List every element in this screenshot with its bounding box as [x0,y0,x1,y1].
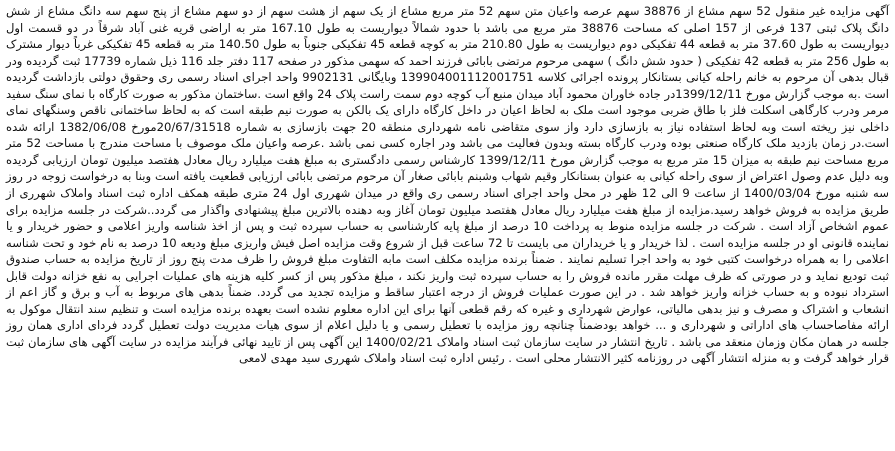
auction-notice-text: آگهی مزایده غیر منقول 52 سهم مشاع از 38876 سهم عرصه واعیان متن سهم 52 متر مربع مشاع از یک سهم از هشت سهم از دو سهم مشاع از پنج سهم سه دانگ مشاع از شش دانگ پلاک ثبتی 137 فرعی از 157 اصلی که مساحت 38876 متر مربع می باشد با حدود شمالاً دیواریست به طول 167.10 متر به اراضی قریه غنی آباد شرقاً در دو قسمت اول دیواریست به طول 37.60 متر به قطعه 44 تفکیکی دوم دیواریست به طول 210.80 متر به کوچه قطعه 45 تفکیکی جنوباً به طول 140.50 متر به قطعه 45 تفکیکی غرباً دیوار مشترک به طول 256 متر به قطعه 42 تفکیکی ( حدود شش دانگ ) سهمی مرحوم مرتضی بابائی فرزند احمد که سهمی مذکور در صفحه 117 دفتر جلد 116 ذیل شماره 17739 ثبت گردیده ودر قبال بدهی آن مرحوم به خانم راحله کیانی بستانکار پرونده اجرائی کلاسه 139904001112001751 وبایگانی 9902131 واحد اجرای اسناد رسمی ری وحقوق دولتی بازداشت گردیده است .به موجب گزارش مورخ 1399/12/11در جاده خاوران محمود آباد میدان منبع آب کوچه دوم سمت راست پلاک 24 واقع است .ساختمان مذکور به صورت کارگاه با نمای سنگ سفید مرمر ودرب کارگاهی اسکلت فلز با طاق ضربی موجود است ملک به لحاظ اعیان در داخل کارگاه دارای یک بالکن به صورت نیم طبقه است که به لحاظ ساختمانی ناقص وسنگهای نمای داخلی نیز ریخته است وبه لحاظ استفاده نیاز به بازسازی دارد واز سوی متقاضی نامه شهرداری منطقه 20 جهت بازسازی به شماره 20/67/31518مورخ 1382/06/08 ارائه شده است.در زمان بازدید ملک کارگاه صنعتی بوده ودرب کارگاه بسته وبدون فعالیت می باشد ودر اجاره کسی نمی باشد .عرصه واعیان ملک موصوف با مساحت مندرج با مساحت 52 متر مربع مساحت نیم طبقه به میزان 15 متر مربع به موجب گزارش مورخ 1399/12/11 کارشناس رسمی دادگستری به مبلغ هفت میلیارد ریال معادل هفتصد میلیون تومان ارزیابی گردیده وبه دلیل عدم وصول اعتراض از سوی راحله کیانی به عنوان بستانکار وقیم شهاب وشبنم بابائی صغار آن مرحوم مرتضی بابائی ارزیابی قطعیت یافته است وبنا به درخواست زوجه در روز سه شنبه مورخ 1400/03/04 از ساعت 9 الی 12 ظهر در محل واحد اجرای اسناد رسمی ری واقع در میدان شهرری اول 24 متری طبقه همکف اداره ثبت اسناد واملاک شهرری از طریق مزایده به فروش خواهد رسید.مزایده از مبلغ هفت میلیارد ریال معادل هفتصد میلیون تومان آغاز وبه دهنده بالاترین مبلغ پیشنهادی واگذار می گردد..شرکت در جلسه مزایده برای عموم اشخاص آزاد است . شرکت در جلسه مزایده منوط به پرداخت 10 درصد از مبلغ پایه کارشناسی به حساب سپرده ثبت و پس از اخذ شناسه واریز اعلامی و حضور خریدار و یا نماینده قانونی او در جلسه مزایده است . لذا خریدار و یا خریداران می بایست تا 72 ساعت قبل از شروع وقت مزایده اصل فیش واریزی مبلغ ودیعه 10 درصد به نام خود و تحت شناسه اعلامی را به همراه درخواست کتبی خود به واحد اجرا تسلیم نمایند . ضمناً برنده مزایده مکلف است مابه التفاوت مبلغ فروش را ظرف مدت پنج روز از تاریخ مزایده به حساب صندوق ثبت تودیع نماید و در صورتی که ظرف مهلت مقرر مانده فروش را به حساب سپرده ثبت واریز نکند ، مبلغ مذکور پس از کسر کلیه هزینه های عملیات اجرایی به نفع خزانه دولت قابل استرداد نبوده و به حساب خزانه واریز خواهد شد . در این صورت عملیات فروش از درجه اعتبار ساقط و مزایده تجدید می گردد. ضمناً بدهی های مربوط به آب و برق و گاز اعم از انشعاب و اشتراک و مصرف و نیز بدهی مالیاتی، عوارض شهرداری و غیره که رقم قطعی آنها برای این اداره معلوم نشده است بعهده برنده مزایده است و تنظیم سند انتقال موکول به ارائه مفاصاحساب های اداراتی و شهرداری و ... خواهد بودضمناً چنانچه روز مزایده با تعطیل رسمی و یا دلیل اعلام از سوی هیات مدیریت دولت تعطیل گردد فردای اداری همان روز جلسه در همان مکان وزمان منعقد می باشد . تاریخ انتشار در سایت سازمان ثبت اسناد واملاک 1400/02/21 این آگهی پس از تایید نهائی فرآیند مزایده در سایت آگهی های سازمان ثبت قرار خواهد گرفت و به منزله انتشار آگهی در روزنامه کثیر الانتشار محلی است . رئیس اداره ثبت اسناد واملاک شهرری سید مهدی لامعی [6,4,890,366]
